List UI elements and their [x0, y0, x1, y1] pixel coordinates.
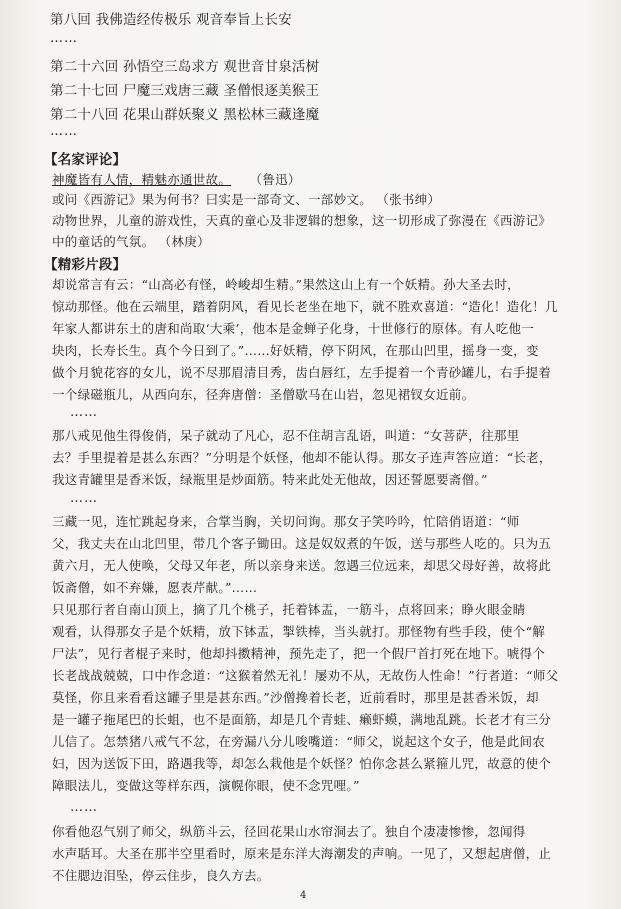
ellipsis: ……: [70, 405, 98, 420]
excerpt-line: 观看，认得那女子是个妖精，放下钵盂，掣铁棒，当头就打。那怪物有些手段，使个“解: [52, 624, 546, 639]
excerpt-line: 却说常言有云：“山高必有怪，岭峻却生精。”果然这山上有一个妖精。孙大圣去时，: [52, 277, 520, 292]
excerpt-line: 我这青罐里是香米饭，绿瓶里是炒面筋。特来此处无他故，因还誓愿要斋僧。”: [52, 472, 488, 487]
page-number: 4: [300, 890, 307, 901]
excerpt-line: 莫怪，你且来看看这罐子里是甚东西。”沙僧搀着长老，近前看时，那里是甚香米饭，却: [52, 690, 539, 705]
excerpt-line: 是一罐子拖尾巴的长蛆，也不是面筋，却是几个青蛙、癞虾蟆，满地乱跳。长老才有三分: [52, 712, 552, 727]
excerpt-line: 长老战战兢兢，口中作念道：“这猴着然无礼！屡劝不从，无故伤人性命！”行者道：“师父: [52, 668, 559, 683]
excerpt-line: 水声聒耳。大圣在那半空里看时，原来是东洋大海潮发的声响。一见了，又想起唐僧，止: [52, 846, 552, 861]
excerpt-line: 尸法”，见行者棍子来时，他却抖擞精神，预先走了，把一个假尸首打死在地下。唬得个: [52, 646, 546, 661]
excerpt-heading: 【精彩片段】: [44, 257, 127, 273]
ellipsis: ……: [70, 491, 98, 506]
catalog-line-27: 第二十七回 尸魔三戏唐三藏 圣僧恨逐美猴王: [50, 83, 320, 99]
excerpt-line: 三藏一见，连忙跳起身来，合掌当胸，关切问询。那女子笑吟吟，忙陪俏语道：“师: [52, 514, 520, 529]
catalog-line-26: 第二十六回 孙悟空三岛求方 观世音甘泉活树: [50, 59, 320, 75]
excerpt-line: 惊动那怪。他在云端里，踏着阴风，看见长老坐在地下，就不胜欢喜道：“造化！造化！几: [52, 299, 558, 314]
excerpt-line: 不住腮边泪坠，停云住步，良久方去。: [52, 868, 270, 883]
excerpt-line: 妇，因为送饭下田，路遇我等，却怎么栽他是个妖怪？怕你念甚么紧箍儿咒，故意的使个: [52, 756, 552, 771]
critique-1-quote: 神魔皆有人情，精魅亦通世故。: [52, 172, 232, 187]
excerpt-line: 块肉，长寿长生。真个今日到了。”……好妖精，停下阴风，在那山凹里，摇身一变，变: [52, 343, 539, 358]
excerpt-line: 一个绿磁瓶儿，从西向东，径奔唐僧：圣僧歇马在山岩，忽见裙钗女近前。: [52, 387, 475, 402]
ellipsis: ……: [50, 124, 78, 139]
critique-1: [52, 170, 301, 188]
critique-heading: 【名家评论】: [44, 152, 127, 168]
excerpt-line: 那八戒见他生得俊俏，呆子就动了凡心，忍不住胡言乱语，叫道：“女菩萨，往那里: [52, 428, 520, 443]
excerpt-line: 父，我丈夫在山北凹里，带几个客子锄田。这是奴奴煮的午饭，送与那些人吃的。只为五: [52, 536, 552, 551]
critique-1-author: （鲁迅）: [249, 172, 301, 187]
critique-3a: 动物世界，儿童的游戏性，天真的童心及非逻辑的想象，这一切形成了弥漫在《西游记》: [52, 213, 552, 228]
excerpt-line: 年家人都讲东土的唐和尚取‘大乘’，他本是金蝉子化身，十世修行的原体。有人吃他一: [52, 321, 535, 336]
ellipsis: ……: [70, 800, 98, 815]
excerpt-line: 你看他忍气别了师父，纵筋斗云，径回花果山水帘洞去了。独自个凄凄惨惨，忽闻得: [52, 824, 526, 839]
excerpt-line: 只见那行者自南山顶上，摘了几个桃子，托着钵盂，一筋斗，点将回来；睁火眼金睛: [52, 602, 526, 617]
excerpt-line: 黄六月，无人使唤，父母又年老，所以亲身来送。忽遇三位远来，却思父母好善，故将此: [52, 558, 552, 573]
excerpt-line: 去？手里提着是甚么东西？”分明是个妖怪，他却不能认得。那女子连声答应道：“长老，: [52, 450, 552, 465]
ellipsis: ……: [50, 31, 78, 46]
excerpt-line: 饭斋僧，如不弃嫌，愿表芹献。”……: [52, 580, 258, 595]
excerpt-line: 儿信了。怎禁猪八戒气不忿，在旁漏八分儿唆嘴道：“师父，说起这个女子，他是此间农: [52, 734, 546, 749]
catalog-line-8: 第八回 我佛造经传极乐 观音奉旨上长安: [50, 12, 292, 28]
excerpt-line: 做个月貌花容的女儿，说不尽那眉清目秀，齿白唇红，左手提着一个青砂罐儿，右手提着: [52, 365, 552, 380]
critique-3b: 中的童话的气氛。 （林庚）: [52, 234, 210, 249]
critique-2: 或问《西游记》果为何书？曰实是一部奇文、一部妙文。 （张书绅）: [52, 192, 441, 207]
catalog-line-28: 第二十八回 花果山群妖聚义 黑松林三藏逢魔: [50, 107, 320, 123]
excerpt-line: 障眼法儿，变做这等样东西，演幌你眼，使不念咒哩。”: [52, 778, 360, 793]
